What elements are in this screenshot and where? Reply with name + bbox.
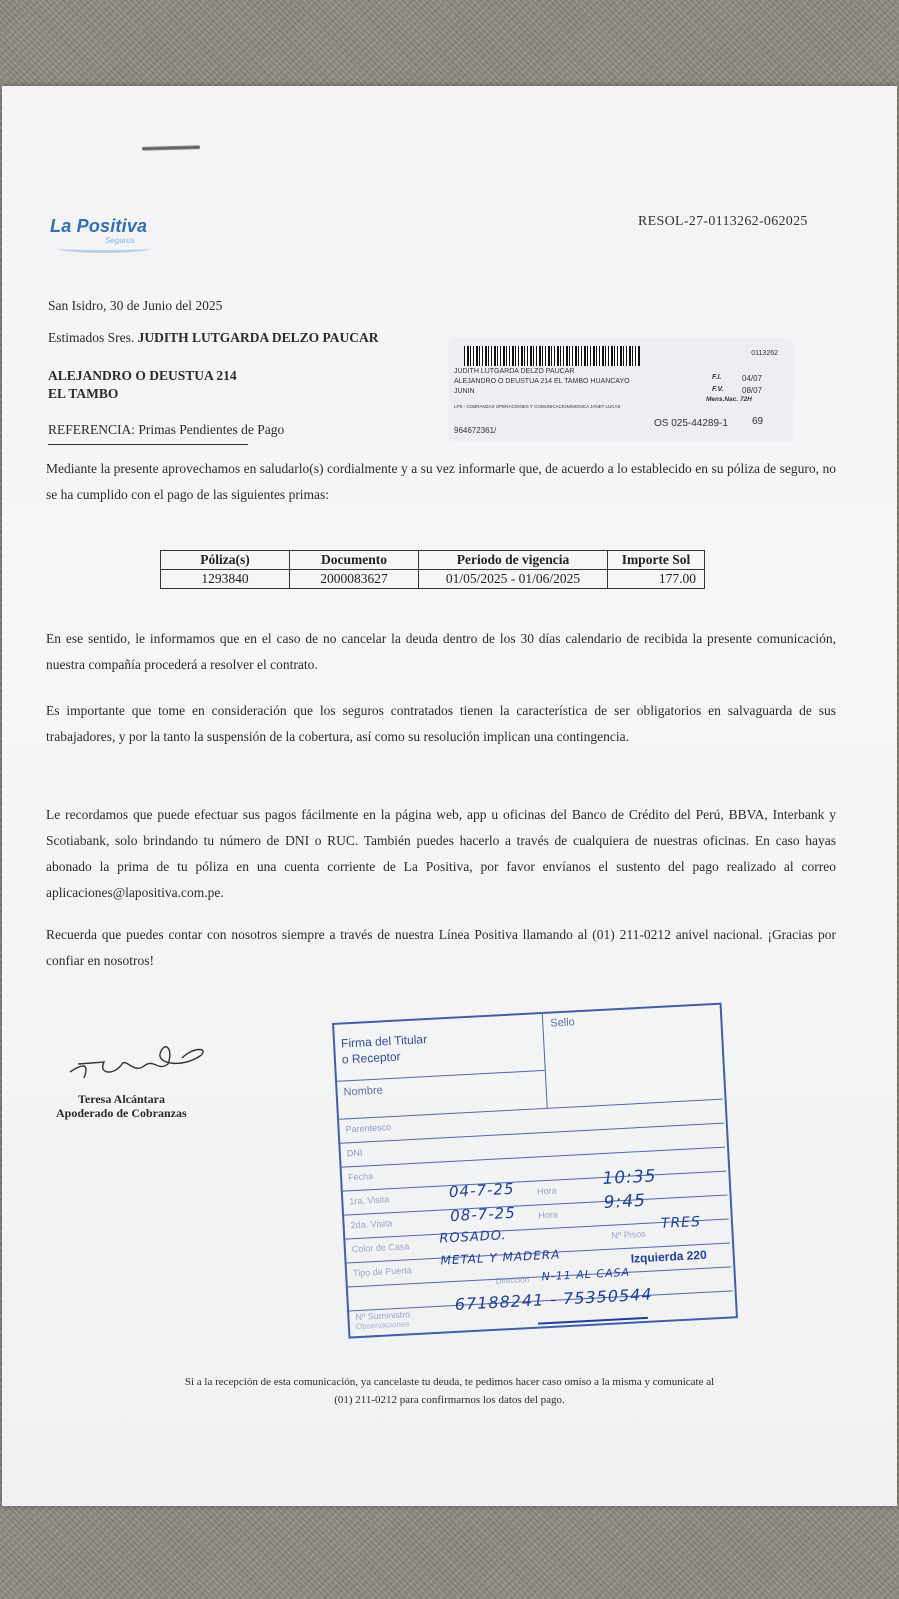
paragraph-3: Le recordamos que puede efectuar sus pagos fácilmente en la página web, app u oficinas del Banco de Crédito del Perú, BBVA, Interbank y Scotiabank, solo brindando tu número de DNI o RUC. También puedes hacerlo a través de cualquiera de nuestras oficinas. En caso hayas abonado la prima de tu póliza en una cuenta corriente de La Positiva, por favor envíanos el sustento del pago realizado al correo aplicaciones@lapositiva.com.pe. (46, 807, 836, 900)
address-line-2: EL TAMBO (48, 386, 119, 401)
stamp-tipo-puerta-label: Tipo de Puerta (352, 1265, 413, 1279)
table-header-row (161, 551, 705, 570)
delivery-stamp (332, 1002, 749, 1348)
company-logo: La Positiva (50, 216, 148, 236)
stamp-hora1-label: Hora (536, 1185, 557, 1197)
table-row (161, 570, 705, 589)
greeting-prefix: Estimados Sres. (48, 330, 135, 345)
stamp-pisos-value: TRES (660, 1213, 702, 1233)
label-service: LPS - COBRANZAS OPERACIONES Y COMUNICACION/MONICA JANET LUCAS (454, 404, 621, 409)
stamp-visita2-value: 08-7-25 (449, 1203, 517, 1226)
letter-page (2, 86, 897, 1506)
stamp-hora1-value: 10:35 (602, 1166, 657, 1190)
logo-swoosh-icon (58, 244, 150, 253)
label-mens: Mens.Nac. 72H (706, 396, 752, 403)
recipient-name: JUDITH LUTGARDA DELZO PAUCAR (137, 330, 379, 345)
cell-poliza: 1293840 (161, 570, 290, 589)
stamp-fecha-label: Fecha (347, 1171, 374, 1183)
pending-premiums-table (160, 550, 705, 589)
header-documento: Documento (290, 551, 419, 570)
stamp-receptor-label: o Receptor (341, 1049, 401, 1067)
paragraph-1: En ese sentido, le informamos que en el caso de no cancelar la deuda dentro de los 30 días calendario de recibida la presente comunicación, nuestra compañía procederá a resolver el contrato. (46, 631, 836, 672)
header-importe: Importe Sol (608, 551, 705, 570)
label-address: ALEJANDRO O DEUSTUA 214 EL TAMBO HUANCAYO (454, 378, 630, 385)
stamp-visita2-label: 2da. Visita (350, 1218, 393, 1231)
paragraph-4: Recuerda que puedes contar con nosotros siempre a través de nuestra Línea Positiva llamando al (01) 211-0212 anivel nacional. ¡Gracias por confiar en nosotros! (46, 927, 836, 968)
label-code: 0113262 (751, 350, 778, 357)
stamp-direccion-label: Dirección (495, 1275, 530, 1286)
label-name: JUDITH LUTGARDA DELZO PAUCAR (454, 368, 575, 375)
reference (48, 422, 285, 445)
stamp-dni-label: DNI (346, 1147, 363, 1159)
footer-note-line-2: (01) 211-0212 para confirmarnos los datos del pago. (334, 1394, 565, 1406)
stamp-pisos-label: Nº Pisos (611, 1228, 647, 1241)
address-line-1: ALEJANDRO O DEUSTUA 214 (48, 368, 237, 383)
paragraph-2: Es importante que tome en consideración que los seguros contratados tienen la característica de ser obligatorios en salvaguarda de sus trabajadores, y por la tanto la suspensión de la cobertura, así como su resolución implican una contingencia. (46, 703, 836, 744)
delivery-label (450, 340, 792, 440)
stamp-tipo-puerta-value: METAL Y MADERA (440, 1247, 561, 1268)
stamp-hora2-value: 9:45 (603, 1190, 647, 1214)
barcode-icon (464, 346, 640, 366)
signer-role: Apoderado de Cobranzas (56, 1106, 187, 1120)
label-os-number: OS 025-44289-1 (654, 418, 728, 429)
resolution-number: RESOL-27-0113262-062025 (638, 214, 808, 229)
letter-date: San Isidro, 30 de Junio del 2025 (48, 298, 223, 313)
stamp-firma-label: Firma del Titular (340, 1032, 428, 1051)
intro-paragraph: Mediante la presente aprovechamos en saludarlo(s) cordialmente y a su vez informarle que, de acuerdo a lo establecido en su póliza de seguro, no se ha cumplido con el pago de las siguientes primas: (46, 461, 836, 502)
stamp-visita1-value: 04-7-25 (448, 1179, 515, 1202)
label-region: JUNIN (454, 388, 475, 395)
footer-note-line-1: Si a la recepción de esta comunicación, ya cancelaste tu deuda, te pedimos hacer caso omiso a la misma y comunicate al (184, 1376, 715, 1388)
header-periodo: Periodo de vigencia (419, 551, 608, 570)
stamp-direccion-value: N-11 AL CASA (541, 1265, 631, 1284)
signature-image (64, 1034, 214, 1084)
stamp-visita1-label: 1ra. Visita (349, 1194, 390, 1207)
reference-text: REFERENCIA: Primas Pendientes de Pago (48, 422, 285, 437)
header-poliza: Póliza(s) (161, 551, 290, 570)
stamp-suministro-value: 67188241 - 75350544 (454, 1284, 653, 1314)
label-fi-value: 04/07 (742, 374, 763, 383)
stamp-hora2-label: Hora (538, 1209, 559, 1221)
stamp-parentesco-label: Parentesco (345, 1122, 392, 1135)
label-phone: 964672361/ (454, 426, 497, 435)
cell-periodo: 01/05/2025 - 01/06/2025 (419, 570, 608, 589)
label-fi-label: F.I. (712, 374, 722, 381)
cell-importe: 177.00 (608, 570, 705, 589)
stamp-suministro-label: Nº Suministro (355, 1309, 411, 1323)
stamp-observaciones-label: Observaciones (355, 1319, 410, 1332)
stamp-sello-label: Sello (550, 1016, 576, 1030)
greeting (48, 330, 379, 346)
stamp-color-casa-value: ROSADO. (439, 1228, 508, 1247)
label-fv-value: 08/07 (742, 386, 763, 395)
stamp-color-casa-label: Color de Casa (351, 1241, 410, 1255)
signer-name: Teresa Alcántara (78, 1092, 165, 1106)
label-sequence: 69 (752, 416, 764, 427)
cell-documento: 2000083627 (290, 570, 419, 589)
stamp-nombre-label: Nombre (343, 1084, 384, 1099)
company-logo-subtitle: Seguros (105, 236, 135, 245)
staple (142, 145, 200, 151)
label-fv-label: F.V. (712, 386, 724, 393)
stamp-izquierda-value: Izquierda 220 (630, 1247, 708, 1266)
